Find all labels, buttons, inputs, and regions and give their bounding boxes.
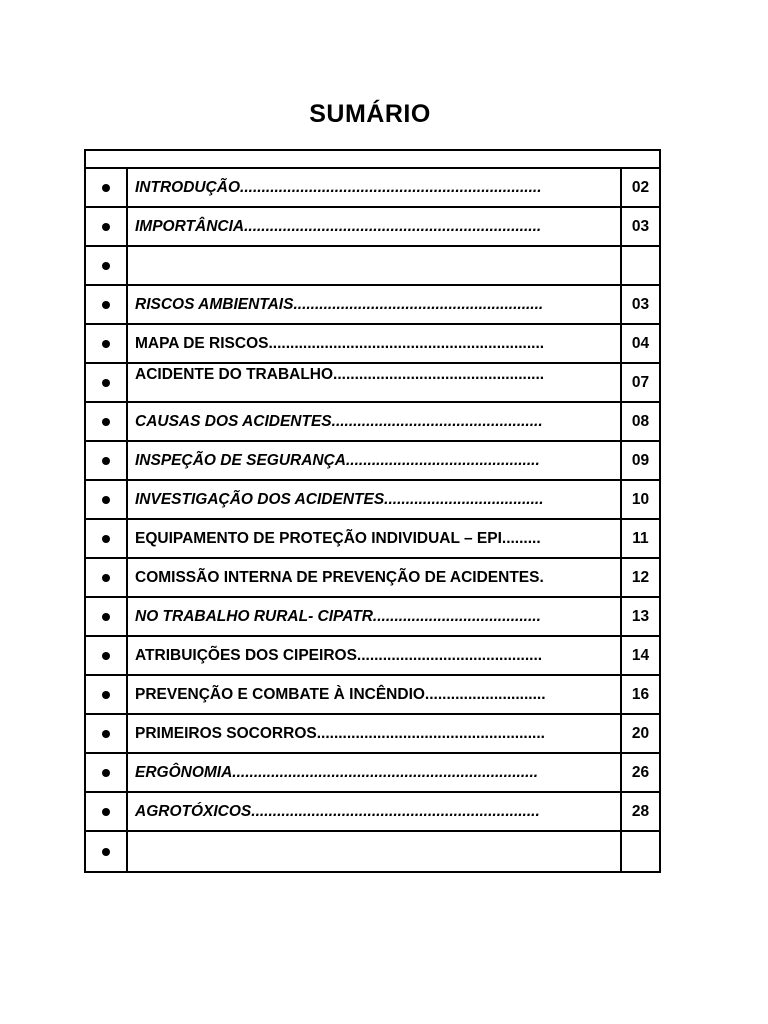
- toc-row: [86, 481, 659, 520]
- bullet-icon: [102, 808, 110, 816]
- bullet-cell: [86, 715, 128, 752]
- toc-entry-title: [128, 247, 622, 284]
- bullet-cell: [86, 754, 128, 791]
- bullet-icon: [102, 535, 110, 543]
- bullet-cell: [86, 403, 128, 440]
- toc-entry-page: 03: [631, 295, 650, 313]
- toc-entry-title: COMISSÃO INTERNA DE PREVENÇÃO DE ACIDENTES.: [128, 559, 622, 596]
- toc-row: [86, 793, 659, 832]
- toc-entry-title: AGROTÓXICOS...................................................................: [128, 793, 622, 830]
- bullet-cell: [86, 169, 128, 206]
- bullet-cell: [86, 208, 128, 245]
- toc-row: [86, 598, 659, 637]
- toc-entry-page: 28: [631, 802, 650, 820]
- bullet-icon: [102, 262, 110, 270]
- toc-entry-title: ATRIBUIÇÕES DOS CIPEIROS...........................................: [128, 637, 622, 674]
- toc-header-row: [86, 151, 659, 169]
- toc-entry-page: 08: [631, 412, 650, 430]
- table-of-contents: [84, 149, 661, 873]
- bullet-icon: [102, 301, 110, 309]
- toc-entry-page: [622, 247, 659, 284]
- toc-entry-title: INVESTIGAÇÃO DOS ACIDENTES.....................................: [128, 481, 622, 518]
- page-title: SUMÁRIO: [309, 100, 431, 128]
- toc-row: [86, 442, 659, 481]
- toc-entry-title: INSPEÇÃO DE SEGURANÇA.............................................: [128, 442, 622, 479]
- bullet-cell: [86, 637, 128, 674]
- toc-entry-page: 10: [631, 490, 650, 508]
- toc-entry-title: PREVENÇÃO E COMBATE À INCÊNDIO............................: [128, 676, 622, 713]
- bullet-icon: [102, 223, 110, 231]
- toc-entry-page: 13: [631, 607, 650, 625]
- bullet-icon: [102, 769, 110, 777]
- toc-row: [86, 754, 659, 793]
- toc-entry-page: 16: [631, 685, 650, 703]
- bullet-icon: [102, 457, 110, 465]
- toc-entry-title: MAPA DE RISCOS................................................................: [128, 325, 622, 362]
- toc-entry-title: INTRODUÇÃO......................................................................: [128, 169, 622, 206]
- toc-row: [86, 715, 659, 754]
- toc-row: [86, 832, 659, 871]
- toc-row: [86, 676, 659, 715]
- toc-row: [86, 559, 659, 598]
- toc-entry-page: 26: [631, 763, 650, 781]
- toc-entry-page: 11: [632, 529, 649, 547]
- bullet-icon: [102, 418, 110, 426]
- toc-entry-page: 12: [631, 568, 650, 586]
- toc-entry-title: IMPORTÂNCIA.....................................................................: [128, 208, 622, 245]
- toc-row: [86, 403, 659, 442]
- bullet-cell: [86, 520, 128, 557]
- bullet-cell: [86, 442, 128, 479]
- toc-entry-title: ACIDENTE DO TRABALHO.................................................: [128, 364, 622, 401]
- toc-row: [86, 364, 659, 403]
- toc-entry-title: EQUIPAMENTO DE PROTEÇÃO INDIVIDUAL – EPI.........: [128, 520, 622, 557]
- toc-entry-page: 20: [631, 724, 650, 742]
- toc-row: [86, 208, 659, 247]
- bullet-icon: [102, 691, 110, 699]
- bullet-cell: [86, 793, 128, 830]
- bullet-cell: [86, 247, 128, 284]
- bullet-icon: [102, 379, 110, 387]
- bullet-cell: [86, 325, 128, 362]
- toc-entry-page: 09: [631, 451, 650, 469]
- toc-row: [86, 520, 659, 559]
- toc-entry-page: [622, 832, 659, 871]
- toc-entry-page: 02: [631, 178, 650, 196]
- toc-entry-title: RISCOS AMBIENTAIS..........................................................: [128, 286, 622, 323]
- toc-entry-title: NO TRABALHO RURAL- CIPATR.......................................: [128, 598, 622, 635]
- bullet-icon: [102, 496, 110, 504]
- bullet-icon: [102, 652, 110, 660]
- bullet-cell: [86, 481, 128, 518]
- toc-entry-title: PRIMEIROS SOCORROS.....................................................: [128, 715, 622, 752]
- toc-entry-page: 03: [631, 217, 650, 235]
- toc-row: [86, 169, 659, 208]
- bullet-cell: [86, 832, 128, 871]
- toc-entry-page: 07: [631, 373, 650, 391]
- toc-entry-title: CAUSAS DOS ACIDENTES.................................................: [128, 403, 622, 440]
- bullet-icon: [102, 613, 110, 621]
- toc-row: [86, 637, 659, 676]
- toc-entry-title: [128, 832, 622, 871]
- bullet-cell: [86, 559, 128, 596]
- bullet-icon: [102, 730, 110, 738]
- toc-row: [86, 247, 659, 286]
- bullet-icon: [102, 848, 110, 856]
- toc-row: [86, 286, 659, 325]
- bullet-icon: [102, 340, 110, 348]
- bullet-icon: [102, 184, 110, 192]
- toc-entry-page: 04: [631, 334, 650, 352]
- toc-entry-title: ERGÔNOMIA.......................................................................: [128, 754, 622, 791]
- bullet-cell: [86, 364, 128, 401]
- bullet-cell: [86, 676, 128, 713]
- toc-body: [86, 169, 659, 871]
- bullet-cell: [86, 286, 128, 323]
- toc-entry-page: 14: [631, 646, 650, 664]
- bullet-cell: [86, 598, 128, 635]
- bullet-icon: [102, 574, 110, 582]
- toc-row: [86, 325, 659, 364]
